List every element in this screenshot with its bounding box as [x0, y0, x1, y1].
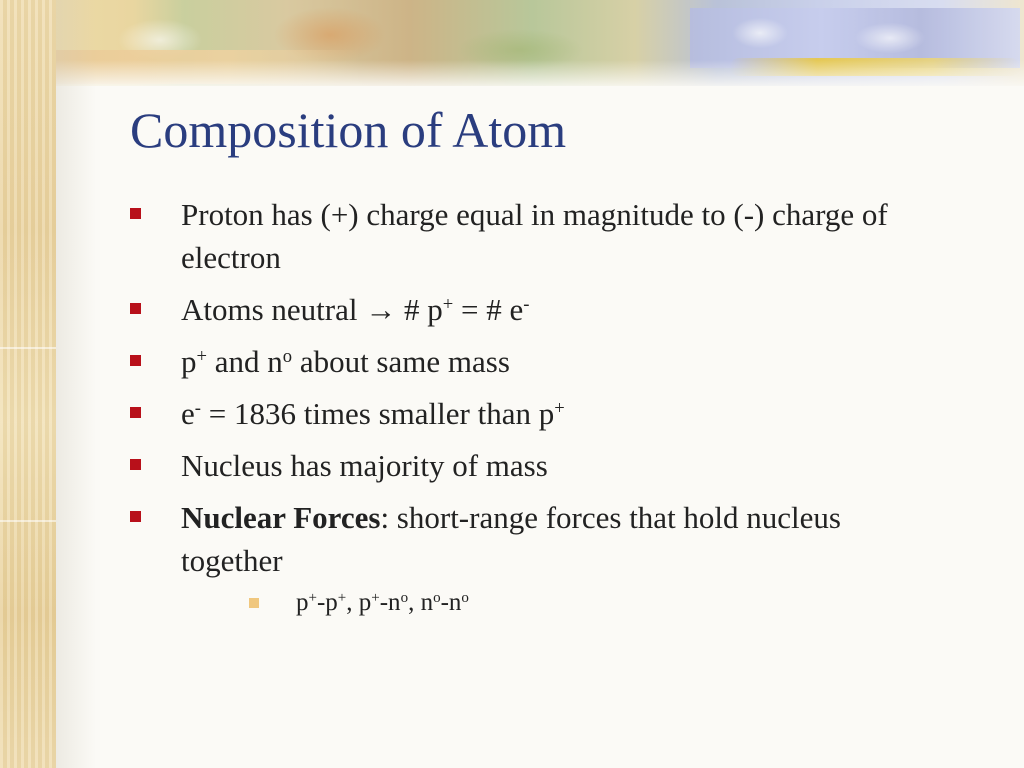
slide-title: Composition of Atom	[130, 102, 567, 158]
sub-bullet-item	[181, 586, 950, 620]
square-bullet-icon	[130, 459, 141, 470]
bullet-text: p+ and $n^o$ about same mass	[181, 344, 510, 379]
decorative-left-strip	[0, 0, 56, 768]
sub-bullet-text: p+-p+, $p^+-n^o$, $n^o-n^o$	[296, 589, 469, 616]
arrow-right-icon: →	[365, 292, 397, 327]
bold-term: Nuclear Forces	[181, 500, 381, 535]
square-bullet-icon	[130, 511, 141, 522]
bullet-text: e- = 1836 times smaller than p+	[181, 396, 565, 431]
square-bullet-icon	[130, 303, 141, 314]
inner-shade	[56, 0, 96, 768]
strip-divider	[0, 520, 56, 522]
strip-divider	[0, 347, 56, 349]
bullet-list	[130, 193, 950, 629]
bullet-item	[130, 340, 950, 383]
bullet-text: Nucleus has majority of mass	[181, 448, 548, 483]
square-bullet-icon	[130, 355, 141, 366]
bullet-text: Proton has (+) charge equal in magnitude to (-) charge of electron	[181, 197, 888, 275]
bullet-item	[130, 444, 950, 487]
bullet-item	[130, 288, 950, 331]
square-bullet-icon	[130, 407, 141, 418]
bullet-item	[130, 193, 950, 279]
bullet-item	[130, 496, 950, 620]
square-bullet-icon	[130, 208, 141, 219]
bullet-text: Nuclear Forces: short-range forces that hold nucleus together	[181, 500, 841, 578]
banner-fade	[0, 60, 1024, 90]
bullet-item	[130, 392, 950, 435]
bullet-text: Atoms neutral → # p+ = # e-	[181, 292, 530, 327]
square-sub-bullet-icon	[249, 598, 259, 608]
